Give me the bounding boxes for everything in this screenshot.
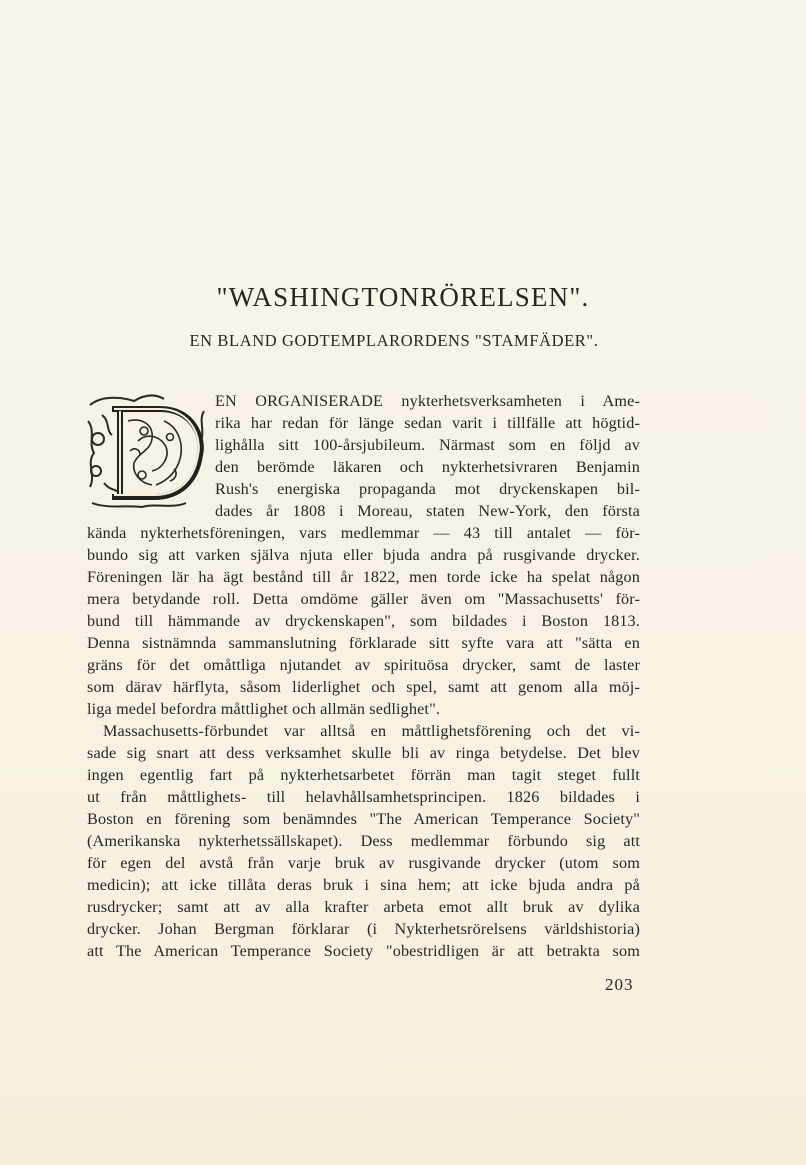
text-line: bundo sig att varken själva njuta eller bjuda andra på rusgivande drycker.: [87, 546, 640, 564]
text-line: kända nykterhetsföreningen, vars medlemmar — 43 till antalet — för-: [87, 524, 640, 542]
text-line: Föreningen lär ha ägt bestånd till år 1822, men torde icke ha spelat någon: [87, 568, 640, 586]
text-line: Massachusetts-förbundet var alltså en måttlighetsförening och det vi-: [103, 722, 640, 740]
text-line: Rush's energiska propaganda mot dryckenskapen bil-: [215, 480, 640, 498]
ornamental-drop-cap: [82, 391, 212, 513]
text-line: gräns för det omåttliga njutandet av spirituösa drycker, samt de laster: [87, 656, 640, 674]
text-line: lighålla sitt 100-årsjubileum. Närmast som en följd av: [215, 436, 640, 454]
text-line: att The American Temperance Society "obestridligen är att betrakta som: [87, 942, 640, 960]
article-subtitle: EN BLAND GODTEMPLARORDENS "STAMFÄDER".: [189, 331, 599, 350]
text-line: bund till hämmande av dryckenskapen", som bildades i Boston 1813.: [87, 612, 640, 630]
text-line: rika har redan för länge sedan varit i tillfälle att högtid-: [215, 414, 640, 432]
text-line: EN ORGANISERADE nykterhetsverksamheten i Ame-: [215, 392, 640, 410]
text-line: Denna sistnämnda sammanslutning förklarade sitt syfte vara att "sätta en: [87, 634, 640, 652]
text-line: som därav härflyta, såsom liderlighet och spel, samt att genom alla möj-: [87, 678, 640, 696]
text-line: ingen egentlig fart på nykterhetsarbetet förrän man tagit steget fullt: [87, 766, 640, 784]
text-line: för egen del avstå från varje bruk av rusgivande drycker (utom som: [87, 854, 640, 872]
text-line: medicin); att icke tillåta deras bruk i sina hem; att icke bjuda andra på: [87, 876, 640, 894]
text-line: (Amerikanska nykterhetssällskapet). Dess medlemmar förbundo sig att: [87, 832, 640, 850]
text-line: ut från måttlighets- till helavhållsamhetsprincipen. 1826 bildades i: [87, 788, 640, 806]
article-title: "WASHINGTONRÖRELSEN".: [216, 282, 590, 312]
text-line: rusdrycker; samt att av alla krafter arbeta emot allt bruk av dylika: [87, 898, 640, 916]
text-line: sade sig snart att dess verksamhet skulle bli av ringa betydelse. Det blev: [87, 744, 640, 762]
text-line: mera betydande roll. Detta omdöme gäller även om "Massachusetts' för-: [87, 590, 640, 608]
text-line: Boston en förening som benämndes "The American Temperance Society": [87, 810, 640, 828]
text-line: den berömde läkaren och nykterhetsivraren Benjamin: [215, 458, 640, 476]
text-line: dades år 1808 i Moreau, staten New-York, den första: [215, 502, 640, 520]
page-number: 203: [605, 975, 634, 994]
text-line: liga medel befordra måttlighet och allmän sedlighet".: [87, 700, 441, 718]
text-line: drycker. Johan Bergman förklarar (i Nykterhetsrörelsens världshistoria): [87, 920, 640, 938]
